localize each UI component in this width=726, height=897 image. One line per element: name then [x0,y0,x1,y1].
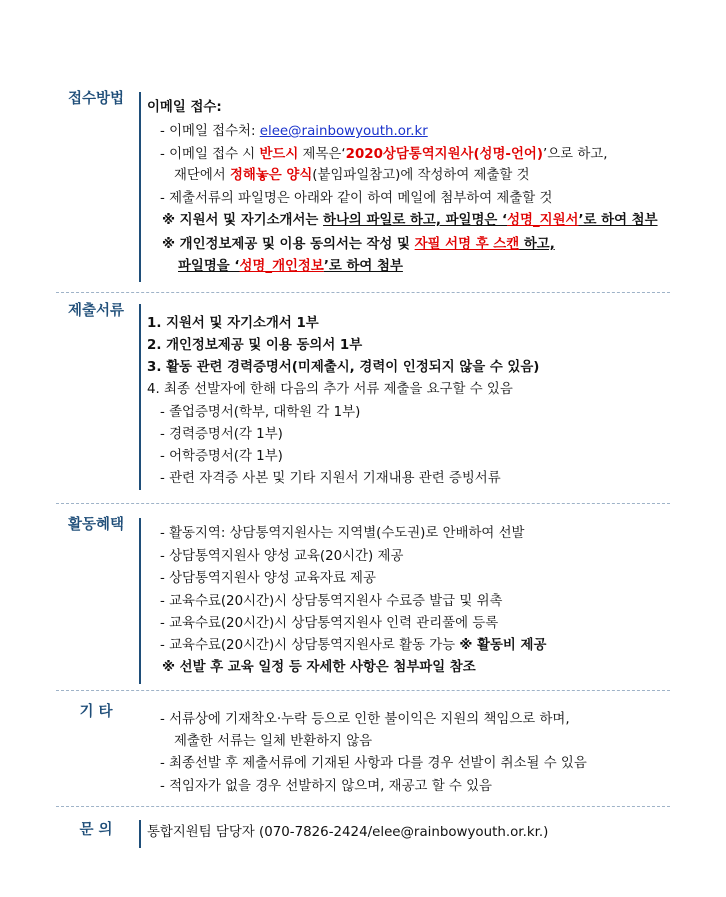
benefits-divider [139,518,141,684]
benefit-1: - 활동지역: 상담통역지원사는 지역별(수도권)로 안배하여 선발 [160,526,525,541]
apply-label: 접수방법 [67,91,125,107]
docs-divider [139,304,141,490]
docs-label: 제출서류 [67,303,125,319]
docs-item-3: 3. 활동 관련 경력증명서(미제출시, 경력이 인정되지 않을 수 있음) [147,360,540,375]
etc-3: - 최종선발 후 제출서류에 기재된 사항과 다를 경우 선발이 취소될 수 있음 [160,756,587,771]
apply-filename-line: - 제출서류의 파일명은 아래와 같이 하여 메일에 첨부하여 제출할 것 [160,191,553,206]
section-divider [56,503,670,504]
etc-2: 제출한 서류는 일체 반환하지 않음 [174,734,373,749]
docs-sub-1: - 졸업증명서(학부, 대학원 각 1부) [160,405,361,420]
benefit-note: ※ 선발 후 교육 일정 등 자세한 사항은 첨부파일 참조 [162,660,476,675]
contact-divider [139,820,141,848]
etc-label: 기 타 [79,704,113,720]
apply-note-1: ※ 지원서 및 자기소개서는 하나의 파일로 하고, 파일명은 ‘성명_지원서’로 하여 첨부 [162,213,658,228]
docs-sub-2: - 경력증명서(각 1부) [160,427,283,442]
benefit-3: - 상담통역지원사 양성 교육자료 제공 [160,571,376,586]
benefit-6: - 교육수료(20시간)시 상담통역지원사로 활동 가능 ※ 활동비 제공 [160,638,547,653]
apply-title-line: - 이메일 접수 시 반드시 제목은‘2020상담통역지원사(성명-언어)’으로 하고, [160,147,608,162]
docs-sub-3: - 어학증명서(각 1부) [160,449,283,464]
apply-note-3: 파일명을 ‘성명_개인정보’로 하여 첨부 [178,259,403,274]
apply-form-line: 재단에서 정해놓은 양식(붙임파일참고)에 작성하여 제출할 것 [174,168,530,183]
benefit-5: - 교육수료(20시간)시 상담통역지원사 인력 관리풀에 등록 [160,616,499,631]
contact-text: 통합지원팀 담당자 (070-7826-2424/elee@rainbowyouth.or.kr.) [147,825,549,840]
benefit-4: - 교육수료(20시간)시 상담통역지원사 수료증 발급 및 위촉 [160,594,503,609]
docs-item-2: 2. 개인정보제공 및 이용 동의서 1부 [147,338,363,353]
apply-heading: 이메일 접수: [147,100,222,115]
docs-item-4: 4. 최종 선발자에 한해 다음의 추가 서류 제출을 요구할 수 있음 [147,382,513,397]
apply-note-2: ※ 개인정보제공 및 이용 동의서는 작성 및 자필 서명 후 스캔 하고, [162,237,555,252]
email-link[interactable]: elee@rainbowyouth.or.kr [259,124,428,139]
contact-label: 문 의 [79,822,113,838]
etc-4: - 적임자가 없을 경우 선발하지 않으며, 재공고 할 수 있음 [160,779,492,794]
section-divider [56,690,670,691]
docs-item-1: 1. 지원서 및 자기소개서 1부 [147,316,319,331]
docs-sub-4: - 관련 자격증 사본 및 기타 지원서 기재내용 관련 증빙서류 [160,471,501,486]
section-divider [56,292,670,293]
etc-1: - 서류상에 기재착오·누락 등으로 인한 불이익은 지원의 책임으로 하며, [160,712,570,727]
section-divider [56,806,670,807]
apply-divider [139,92,141,282]
benefit-2: - 상담통역지원사 양성 교육(20시간) 제공 [160,549,404,564]
apply-address-line: - 이메일 접수처: elee@rainbowyouth.or.kr [160,124,428,139]
benefits-label: 활동혜택 [67,517,125,533]
